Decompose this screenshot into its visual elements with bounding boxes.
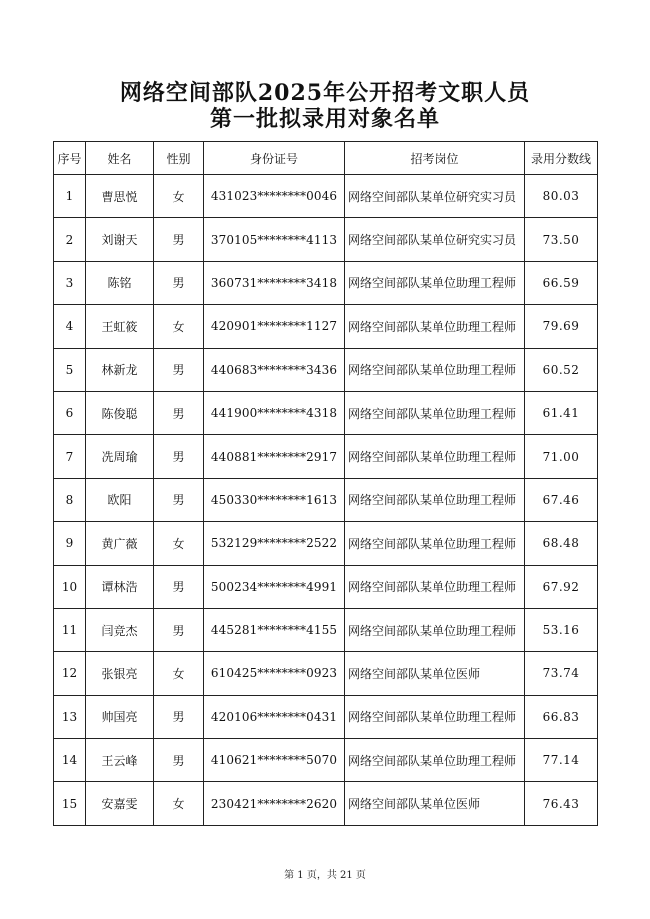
table-row <box>54 739 598 782</box>
cell-gender: 女 <box>154 175 204 218</box>
table-header-row <box>54 142 598 175</box>
cell-score: 66.83 <box>525 695 598 738</box>
cell-score: 80.03 <box>525 175 598 218</box>
cell-score: 77.14 <box>525 739 598 782</box>
cell-score: 68.48 <box>525 522 598 565</box>
cell-post: 网络空间部队某单位助理工程师 <box>345 305 525 348</box>
table-row <box>54 175 598 218</box>
cell-name: 冼周瑜 <box>86 435 154 478</box>
cell-post: 网络空间部队某单位研究实习员 <box>345 175 525 218</box>
cell-gender: 男 <box>154 478 204 521</box>
cell-post: 网络空间部队某单位助理工程师 <box>345 565 525 608</box>
cell-name: 帅国亮 <box>86 695 154 738</box>
cell-score: 76.43 <box>525 782 598 825</box>
cell-score: 60.52 <box>525 348 598 391</box>
cell-post: 网络空间部队某单位助理工程师 <box>345 522 525 565</box>
cell-serial: 3 <box>54 261 86 304</box>
cell-score: 67.92 <box>525 565 598 608</box>
table-row <box>54 652 598 695</box>
cell-serial: 11 <box>54 608 86 651</box>
cell-id-number: 441900********4318 <box>204 391 345 434</box>
cell-id-number: 500234********4991 <box>204 565 345 608</box>
header-gender: 性别 <box>154 142 204 175</box>
cell-gender: 男 <box>154 695 204 738</box>
cell-serial: 8 <box>54 478 86 521</box>
header-score: 录用分数线 <box>525 142 598 175</box>
cell-id-number: 440683********3436 <box>204 348 345 391</box>
cell-serial: 10 <box>54 565 86 608</box>
cell-gender: 男 <box>154 435 204 478</box>
table-row <box>54 478 598 521</box>
cell-id-number: 420901********1127 <box>204 305 345 348</box>
cell-gender: 女 <box>154 522 204 565</box>
document-title-line1: 网络空间部队2025年公开招考文职人员 <box>119 80 531 106</box>
cell-score: 73.50 <box>525 218 598 261</box>
table-row <box>54 391 598 434</box>
table-row <box>54 565 598 608</box>
cell-post: 网络空间部队某单位助理工程师 <box>345 391 525 434</box>
page-number-footer: 第 1 页，共 21 页 <box>284 870 366 881</box>
header-name: 姓名 <box>86 142 154 175</box>
cell-serial: 6 <box>54 391 86 434</box>
table-row <box>54 608 598 651</box>
cell-serial: 2 <box>54 218 86 261</box>
cell-score: 73.74 <box>525 652 598 695</box>
cell-post: 网络空间部队某单位助理工程师 <box>345 608 525 651</box>
cell-serial: 13 <box>54 695 86 738</box>
cell-name: 刘谢天 <box>86 218 154 261</box>
cell-id-number: 532129********2522 <box>204 522 345 565</box>
cell-id-number: 610425********0923 <box>204 652 345 695</box>
table-row <box>54 695 598 738</box>
header-serial: 序号 <box>54 142 86 175</box>
cell-id-number: 410621********5070 <box>204 739 345 782</box>
cell-gender: 女 <box>154 782 204 825</box>
cell-serial: 15 <box>54 782 86 825</box>
cell-id-number: 420106********0431 <box>204 695 345 738</box>
cell-gender: 男 <box>154 391 204 434</box>
cell-post: 网络空间部队某单位医师 <box>345 782 525 825</box>
cell-id-number: 450330********1613 <box>204 478 345 521</box>
header-id-number: 身份证号 <box>204 142 345 175</box>
cell-post: 网络空间部队某单位研究实习员 <box>345 218 525 261</box>
cell-gender: 男 <box>154 608 204 651</box>
header-post: 招考岗位 <box>345 142 525 175</box>
table-row <box>54 522 598 565</box>
table-row <box>54 782 598 825</box>
table-row <box>54 348 598 391</box>
cell-gender: 男 <box>154 565 204 608</box>
table-row <box>54 305 598 348</box>
cell-name: 黄广薇 <box>86 522 154 565</box>
cell-score: 79.69 <box>525 305 598 348</box>
cell-name: 安嘉雯 <box>86 782 154 825</box>
cell-score: 71.00 <box>525 435 598 478</box>
cell-serial: 12 <box>54 652 86 695</box>
cell-name: 陈俊聪 <box>86 391 154 434</box>
cell-serial: 1 <box>54 175 86 218</box>
cell-gender: 男 <box>154 218 204 261</box>
cell-serial: 9 <box>54 522 86 565</box>
cell-name: 谭林浩 <box>86 565 154 608</box>
cell-post: 网络空间部队某单位助理工程师 <box>345 478 525 521</box>
cell-post: 网络空间部队某单位助理工程师 <box>345 435 525 478</box>
cell-post: 网络空间部队某单位助理工程师 <box>345 348 525 391</box>
cell-name: 王虹筱 <box>86 305 154 348</box>
cell-serial: 5 <box>54 348 86 391</box>
cell-id-number: 431023********0046 <box>204 175 345 218</box>
cell-name: 陈铭 <box>86 261 154 304</box>
cell-id-number: 360731********3418 <box>204 261 345 304</box>
cell-gender: 男 <box>154 261 204 304</box>
cell-score: 53.16 <box>525 608 598 651</box>
cell-score: 67.46 <box>525 478 598 521</box>
cell-name: 曹思悦 <box>86 175 154 218</box>
cell-id-number: 440881********2917 <box>204 435 345 478</box>
cell-serial: 4 <box>54 305 86 348</box>
cell-name: 王云峰 <box>86 739 154 782</box>
cell-gender: 男 <box>154 348 204 391</box>
cell-id-number: 370105********4113 <box>204 218 345 261</box>
table-row <box>54 435 598 478</box>
table-row <box>54 261 598 304</box>
cell-serial: 7 <box>54 435 86 478</box>
table-row <box>54 218 598 261</box>
document-title-line2: 第一批拟录用对象名单 <box>209 106 440 132</box>
cell-name: 闫竞杰 <box>86 608 154 651</box>
cell-id-number: 445281********4155 <box>204 608 345 651</box>
cell-id-number: 230421********2620 <box>204 782 345 825</box>
cell-post: 网络空间部队某单位助理工程师 <box>345 695 525 738</box>
cell-post: 网络空间部队某单位助理工程师 <box>345 261 525 304</box>
cell-serial: 14 <box>54 739 86 782</box>
cell-gender: 女 <box>154 305 204 348</box>
cell-gender: 女 <box>154 652 204 695</box>
cell-gender: 男 <box>154 739 204 782</box>
cell-score: 66.59 <box>525 261 598 304</box>
cell-name: 林新龙 <box>86 348 154 391</box>
candidate-table <box>53 141 598 826</box>
cell-post: 网络空间部队某单位助理工程师 <box>345 739 525 782</box>
cell-name: 欧阳 <box>86 478 154 521</box>
cell-post: 网络空间部队某单位医师 <box>345 652 525 695</box>
cell-name: 张银亮 <box>86 652 154 695</box>
cell-score: 61.41 <box>525 391 598 434</box>
